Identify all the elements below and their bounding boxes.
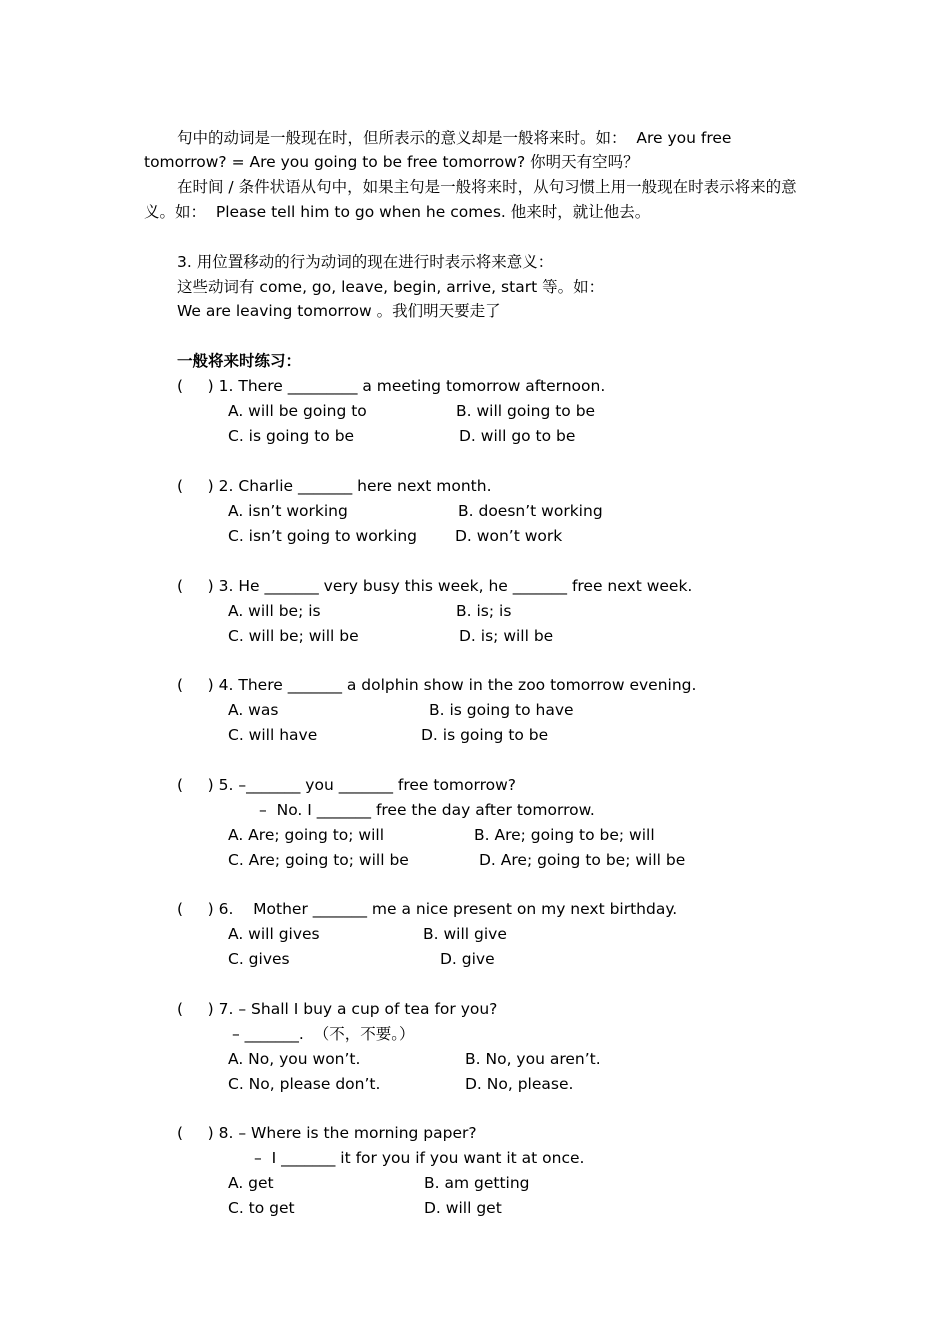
- option-c: C. to get: [228, 1199, 295, 1217]
- option-b: B. doesn’t working: [458, 502, 603, 520]
- question-stem: ( ) 6. Mother _______ me a nice present on my next birthday.: [177, 900, 678, 918]
- intro-line: tomorrow? = Are you going to be free tomorrow? 你明天有空吗？: [144, 153, 639, 171]
- option-d: D. give: [440, 950, 495, 968]
- question-stem: ( ) 7. – Shall I buy a cup of tea for you?: [177, 1000, 498, 1018]
- option-d: D. Are; going to be; will be: [479, 851, 686, 869]
- option-a: A. will be; is: [228, 602, 321, 620]
- option-c: C. will be; will be: [228, 627, 359, 645]
- section-heading: 3. 用位置移动的行为动词的现在进行时表示将来意义：: [177, 253, 554, 271]
- section-example: We are leaving tomorrow 。我们明天要走了: [177, 302, 501, 320]
- option-d: D. will get: [424, 1199, 502, 1217]
- option-d: D. No, please.: [465, 1075, 574, 1093]
- question-reply: – _______. （不，不要。）: [232, 1025, 415, 1043]
- intro-line: 句中的动词是一般现在时，但所表示的意义却是一般将来时。如： Are you free: [177, 129, 732, 147]
- option-c: C. gives: [228, 950, 290, 968]
- intro-line: 在时间 / 条件状语从句中，如果主句是一般将来时，从句习惯上用一般现在时表示将来的意: [177, 178, 797, 196]
- option-b: B. is; is: [456, 602, 512, 620]
- question-stem: ( ) 5. –_______ you _______ free tomorrow?: [177, 776, 517, 794]
- option-d: D. is going to be: [421, 726, 549, 744]
- question-stem: ( ) 3. He _______ very busy this week, he _______ free next week.: [177, 577, 693, 595]
- option-b: B. is going to have: [429, 701, 574, 719]
- option-b: B. No, you aren’t.: [465, 1050, 601, 1068]
- option-c: C. is going to be: [228, 427, 355, 445]
- option-a: A. isn’t working: [228, 502, 348, 520]
- question-stem: ( ) 1. There _________ a meeting tomorrow afternoon.: [177, 377, 606, 395]
- question-stem: ( ) 8. – Where is the morning paper?: [177, 1124, 477, 1142]
- option-d: D. is; will be: [459, 627, 554, 645]
- option-c: C. will have: [228, 726, 318, 744]
- option-b: B. will give: [423, 925, 507, 943]
- option-d: D. won’t work: [455, 527, 563, 545]
- option-b: B. am getting: [424, 1174, 530, 1192]
- option-b: B. Are; going to be; will: [474, 826, 655, 844]
- option-d: D. will go to be: [459, 427, 576, 445]
- exercise-title: 一般将来时练习：: [177, 352, 302, 370]
- question-reply: – No. I _______ free the day after tomorrow.: [259, 801, 595, 819]
- option-a: A. will gives: [228, 925, 320, 943]
- question-reply: – I _______ it for you if you want it at once.: [254, 1149, 585, 1167]
- intro-line: 义。如： Please tell him to go when he comes. 他来时，就让他去。: [144, 203, 651, 221]
- question-stem: ( ) 2. Charlie _______ here next month.: [177, 477, 492, 495]
- option-a: A. No, you won’t.: [228, 1050, 361, 1068]
- option-c: C. Are; going to; will be: [228, 851, 409, 869]
- option-a: A. get: [228, 1174, 274, 1192]
- option-c: C. No, please don’t.: [228, 1075, 381, 1093]
- option-a: A. was: [228, 701, 279, 719]
- option-c: C. isn’t going to working: [228, 527, 417, 545]
- question-stem: ( ) 4. There _______ a dolphin show in the zoo tomorrow evening.: [177, 676, 697, 694]
- option-b: B. will going to be: [456, 402, 596, 420]
- section-text: 这些动词有 come, go, leave, begin, arrive, start 等。如：: [177, 278, 605, 296]
- option-a: A. will be going to: [228, 402, 367, 420]
- option-a: A. Are; going to; will: [228, 826, 385, 844]
